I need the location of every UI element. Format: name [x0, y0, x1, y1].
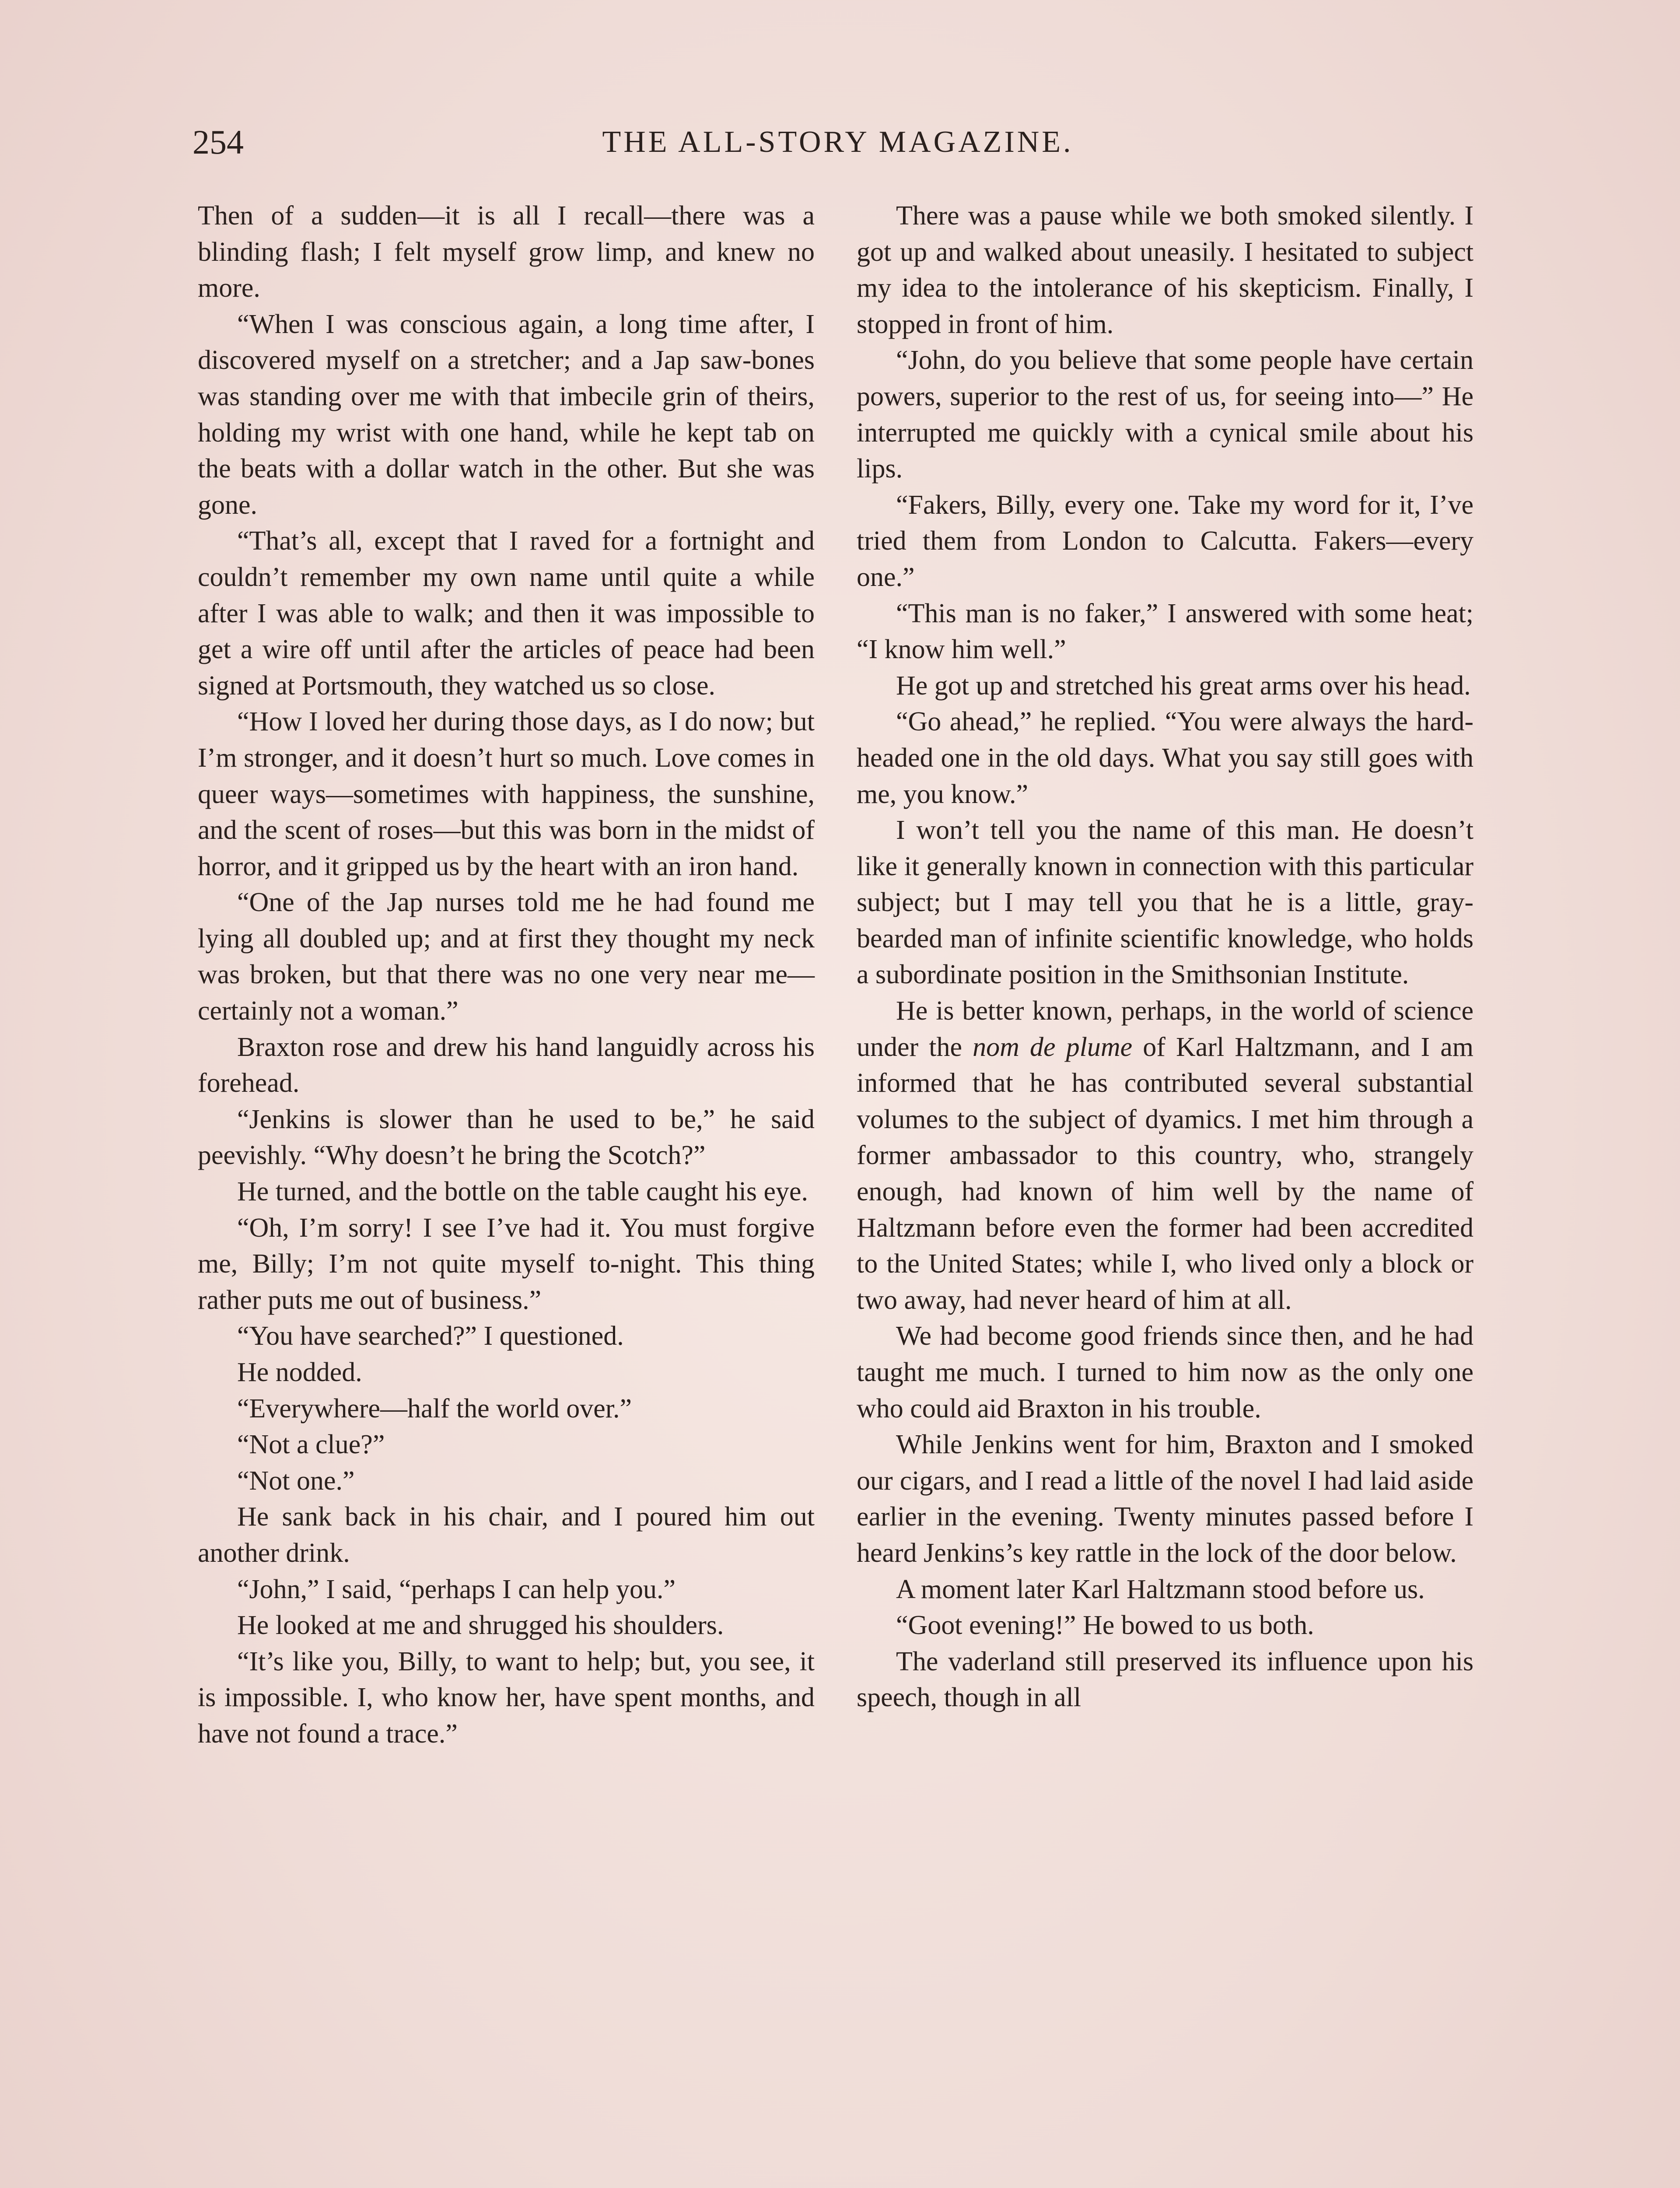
paragraph: “Not a clue?” [237, 1430, 385, 1460]
paragraph: “John, do you believe that some people have certain powers, superior to the rest of us, for seeing into—” He interrupted me quickly with a cynical smile about his lips. [857, 345, 1474, 484]
paragraph: He looked at me and shrugged his shoulders. [237, 1610, 724, 1641]
paragraph: “That’s all, except that I raved for a fortnight and couldn’t remember my own name until quite a while after I was able to walk; and then it was impossible to get a wire off until after the articles of peace had been signed at Portsmouth, they watched us so close. [198, 526, 815, 701]
paragraph: He turned, and the bottle on the table caught his eye. [237, 1177, 808, 1207]
page-number: 254 [192, 123, 244, 161]
paragraph: “Fakers, Billy, every one. Take my word for it, I’ve tried them from London to Calcutta. Fakers—every one.” [857, 490, 1474, 592]
paragraph: He is better known, perhaps, in the world of science under the nom de plume of Karl Haltzmann, and I am informed that he has contributed several substantial volumes to the subject of dyamics. I met him through a former ambassador to this country, who, strangely enough, had known of him well by the name of Haltzmann before even the former had been accredited to the United States; while I, who lived only a block or two away, had never heard of him at all. [857, 996, 1474, 1315]
paragraph: “Oh, I’m sorry! I see I’ve had it. You must forgive me, Billy; I’m not quite myself to-night. This thing rather puts me out of business.” [198, 1213, 815, 1315]
italic-phrase: nom de plume [973, 1032, 1133, 1062]
paragraph: “When I was conscious again, a long time after, I discovered myself on a stretcher; and a Jap saw-bones was standing over me with that imbecile grin of theirs, holding my wrist with one hand, while he kept tab on the beats with a dollar watch in the other. But she was gone. [198, 309, 815, 520]
paragraph: “How I loved her during those days, as I do now; but I’m stronger, and it doesn’t hurt so much. Love comes in queer ways—sometimes with happiness, the sunshine, and the scent of roses—but this was born in the midst of horror, and it gripped us by the heart with an iron hand. [198, 707, 815, 881]
left-text-column [198, 198, 815, 1752]
paragraph: “You have searched?” I questioned. [237, 1321, 624, 1351]
paragraph: “Not one.” [237, 1466, 355, 1496]
running-title: THE ALL-STORY MAGAZINE. [602, 125, 1074, 159]
paragraph: Braxton rose and drew his hand languidly across his forehead. [198, 1032, 815, 1098]
paragraph: “Everywhere—half the world over.” [237, 1393, 632, 1424]
paragraph: “Go ahead,” he replied. “You were always the hard-headed one in the old days. What you say still goes with me, you know.” [857, 707, 1474, 809]
paragraph: We had become good friends since then, and he had taught me much. I turned to him now as the only one who could aid Braxton in his trouble. [857, 1321, 1474, 1424]
paragraph: “Jenkins is slower than he used to be,” he said peevishly. “Why doesn’t he bring the Scotch?” [198, 1104, 815, 1171]
paragraph: “This man is no faker,” I answered with some heat; “I know him well.” [857, 598, 1474, 665]
paragraph: I won’t tell you the name of this man. He doesn’t like it generally known in connection with this particular subject; but I may tell you that he is a little, gray-bearded man of infinite scientific knowledge, who holds a subordinate position in the Smithsonian Institute. [857, 815, 1474, 990]
paragraph: “Goot evening!” He bowed to us both. [896, 1610, 1314, 1641]
paragraph: While Jenkins went for him, Braxton and I smoked our cigars, and I read a little of the novel I had laid aside earlier in the evening. Twenty minutes passed before I heard Jenkins’s key rattle in the lock of the door below. [857, 1430, 1474, 1568]
paragraph: “It’s like you, Billy, to want to help; but, you see, it is impossible. I, who know her, have spent months, and have not found a trace.” [198, 1646, 815, 1749]
paragraph: Then of a sudden—it is all I recall—there was a blinding flash; I felt myself grow limp, and knew no more. [198, 201, 815, 303]
paragraph: “One of the Jap nurses told me he had found me lying all doubled up; and at first they thought my neck was broken, but that there was no one very near me—certainly not a woman.” [198, 887, 815, 1026]
right-text-column [857, 198, 1474, 1716]
paragraph: There was a pause while we both smoked silently. I got up and walked about uneasily. I hesitated to subject my idea to the intolerance of his skepticism. Finally, I stopped in front of him. [857, 201, 1474, 339]
paragraph: A moment later Karl Haltzmann stood before us. [896, 1574, 1425, 1604]
paragraph: He got up and stretched his great arms over his head. [896, 670, 1471, 701]
paragraph: He sank back in his chair, and I poured him out another drink. [198, 1502, 815, 1568]
paragraph: He nodded. [237, 1357, 362, 1387]
paragraph: “John,” I said, “perhaps I can help you.” [237, 1574, 676, 1604]
paragraph: The vaderland still preserved its influence upon his speech, though in all [857, 1646, 1474, 1713]
page-header [192, 118, 1483, 166]
